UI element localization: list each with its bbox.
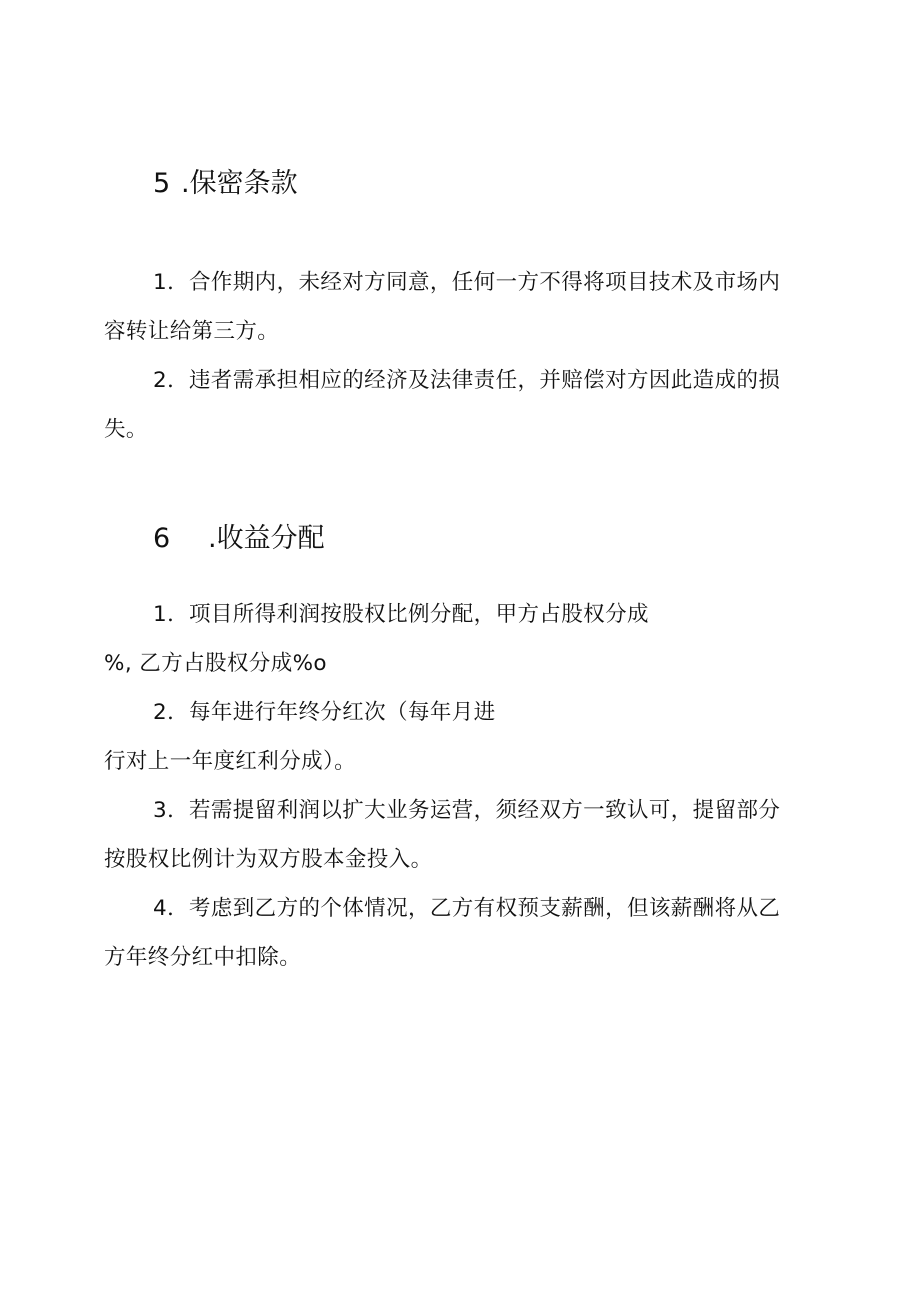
section-6-clause-3-line-1: 3．若需提留利润以扩大业务运营，须经双方一致认可，提留部分	[153, 798, 781, 823]
section-6-heading	[153, 523, 325, 555]
section-6-clause-4-line-1: 4．考虑到乙方的个体情况，乙方有权预支薪酬，但该薪酬将从乙	[153, 896, 781, 921]
section-6-clause-2-line-2: 行对上一年度红利分成）。	[104, 749, 357, 774]
section-6-clause-3-line-2: 按股权比例计为双方股本金投入。	[104, 847, 433, 872]
section-6-number: 6	[153, 523, 171, 554]
section-5-clause-2-line-2: 失。	[104, 417, 148, 442]
section-5-clause-1-line-2: 容转让给第三方。	[104, 319, 280, 344]
section-6-clause-4-line-2: 方年终分红中扣除。	[104, 945, 302, 970]
section-6-clause-1-line-1: 1．项目所得利润按股权比例分配，甲方占股权分成	[153, 602, 649, 627]
section-5-heading	[153, 168, 298, 200]
section-5-clause-2-line-1: 2．违者需承担相应的经济及法律责任，并赔偿对方因此造成的损	[153, 368, 781, 393]
section-5-title: .保密条款	[181, 168, 298, 199]
section-6-clause-1-line-2: %, 乙方占股权分成%o	[104, 651, 327, 676]
section-5-clause-1-line-1: 1．合作期内，未经对方同意，任何一方不得将项目技术及市场内	[153, 270, 781, 295]
section-5-number: 5	[153, 168, 171, 199]
section-6-title: .收益分配	[208, 523, 325, 554]
section-6-clause-2-line-1: 2．每年进行年终分红次（每年月进	[153, 700, 496, 725]
